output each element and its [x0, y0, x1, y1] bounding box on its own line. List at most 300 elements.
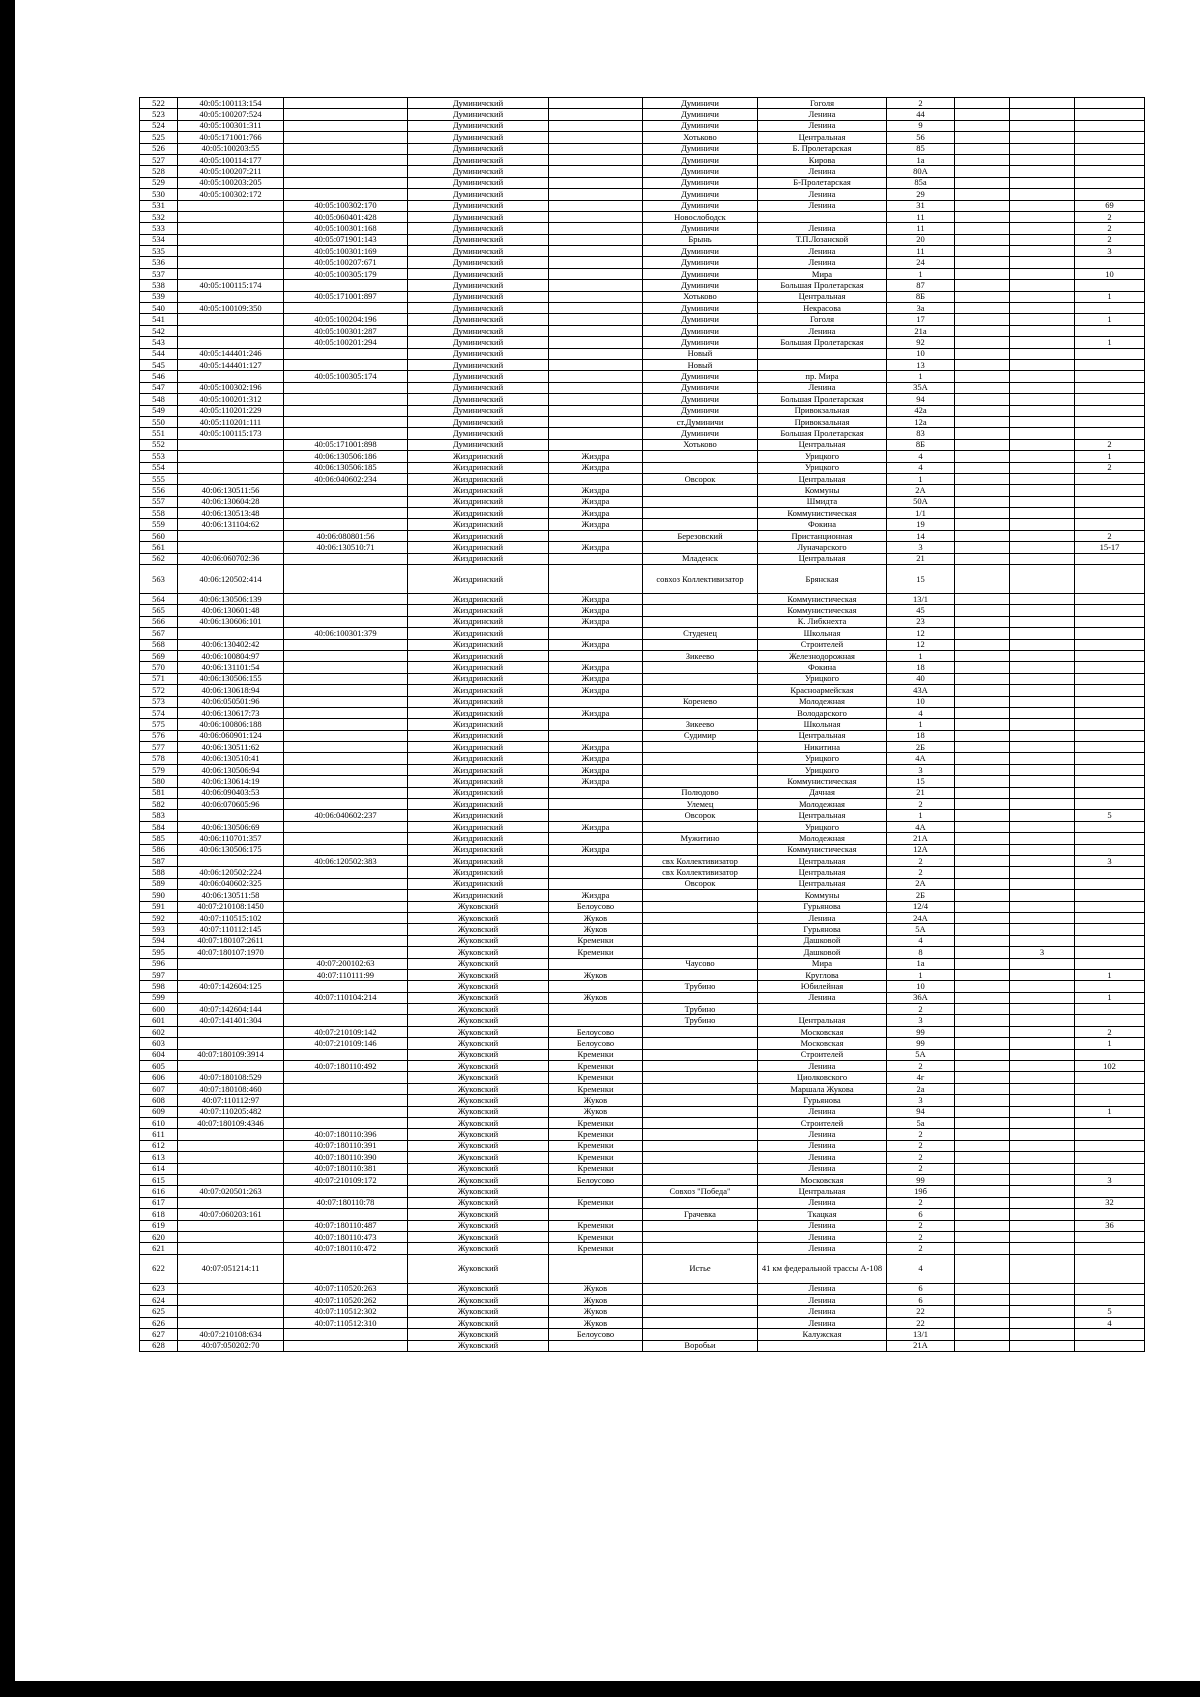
cell-col-9	[955, 189, 1010, 200]
cell-district: Жуковский	[408, 1129, 549, 1140]
cell-street: Ленина	[758, 109, 887, 120]
cell-col-11	[1075, 1243, 1145, 1254]
cell-house-number: 2	[887, 1231, 955, 1242]
cell-house-number: 12/4	[887, 901, 955, 912]
cell-house-number: 99	[887, 1038, 955, 1049]
table-row	[140, 1152, 1145, 1163]
cell-house-number: 1	[887, 371, 955, 382]
cell-town	[549, 958, 643, 969]
cell-town	[549, 337, 643, 348]
cell-town: Жуков	[549, 1106, 643, 1117]
table-row	[140, 958, 1145, 969]
cell-house-number: 3	[887, 1015, 955, 1026]
cell-street: Ленина	[758, 1061, 887, 1072]
cell-row-number: 525	[140, 132, 178, 143]
cell-district: Жиздринский	[408, 890, 549, 901]
cell-row-number: 570	[140, 662, 178, 673]
cell-town: Кременки	[549, 1152, 643, 1163]
cell-town: Жиздра	[549, 890, 643, 901]
table-row	[140, 223, 1145, 234]
cell-cadastral-number-land: 40:06:130506:69	[178, 821, 284, 832]
cell-settlement: Истье	[643, 1254, 758, 1283]
cell-cadastral-number-land: 40:06:120502:414	[178, 565, 284, 594]
cell-row-number: 618	[140, 1209, 178, 1220]
cell-col-11	[1075, 189, 1145, 200]
table-row	[140, 337, 1145, 348]
cell-house-number: 8Б	[887, 291, 955, 302]
cell-district: Жуковский	[408, 947, 549, 958]
cell-col-10	[1010, 685, 1075, 696]
cell-street: Мира	[758, 268, 887, 279]
cell-cadastral-number-building	[284, 382, 408, 393]
cell-town: Жуков	[549, 1095, 643, 1106]
cell-cadastral-number-land	[178, 1129, 284, 1140]
table-row	[140, 742, 1145, 753]
cell-row-number: 527	[140, 154, 178, 165]
cell-cadastral-number-land: 40:05:100207:524	[178, 109, 284, 120]
cell-street: Коммунистическая	[758, 844, 887, 855]
cell-house-number: 1/1	[887, 508, 955, 519]
cell-col-10: 3	[1010, 947, 1075, 958]
cell-col-11	[1075, 177, 1145, 188]
cell-col-11	[1075, 821, 1145, 832]
cell-cadastral-number-building	[284, 303, 408, 314]
cell-col-9	[955, 1220, 1010, 1231]
cell-row-number: 580	[140, 776, 178, 787]
cell-district: Думиничский	[408, 405, 549, 416]
cell-col-11	[1075, 98, 1145, 109]
table-row	[140, 1329, 1145, 1340]
cell-street: Урицкого	[758, 821, 887, 832]
cell-street: Ленина	[758, 1243, 887, 1254]
cell-col-10	[1010, 1049, 1075, 1060]
cell-town	[549, 177, 643, 188]
table-row	[140, 1283, 1145, 1294]
cell-street: Центральная	[758, 878, 887, 889]
cell-cadastral-number-building	[284, 1083, 408, 1094]
cell-street: Большая Пролетарская	[758, 394, 887, 405]
cell-town	[549, 650, 643, 661]
cell-col-10	[1010, 594, 1075, 605]
cell-district: Думиничский	[408, 337, 549, 348]
cell-cadastral-number-land	[178, 1283, 284, 1294]
cell-cadastral-number-land: 40:05:100113:154	[178, 98, 284, 109]
cell-cadastral-number-land	[178, 337, 284, 348]
cell-cadastral-number-building: 40:05:071901:143	[284, 234, 408, 245]
cell-col-10	[1010, 268, 1075, 279]
cell-col-9	[955, 764, 1010, 775]
cell-cadastral-number-land: 40:07:142604:125	[178, 981, 284, 992]
table-row	[140, 616, 1145, 627]
cell-row-number: 534	[140, 234, 178, 245]
cell-cadastral-number-land	[178, 451, 284, 462]
cell-district: Думиничский	[408, 371, 549, 382]
cell-col-10	[1010, 696, 1075, 707]
cell-district: Жуковский	[408, 901, 549, 912]
cell-col-10	[1010, 1186, 1075, 1197]
cell-district: Жуковский	[408, 1283, 549, 1294]
cell-cadastral-number-land: 40:07:060203:161	[178, 1209, 284, 1220]
cell-col-9	[955, 719, 1010, 730]
cell-town	[549, 200, 643, 211]
cell-district: Думиничский	[408, 98, 549, 109]
cell-settlement: свх Коллективизатор	[643, 867, 758, 878]
cell-col-10	[1010, 924, 1075, 935]
cell-settlement	[643, 1163, 758, 1174]
cell-district: Жиздринский	[408, 553, 549, 564]
table-row	[140, 428, 1145, 439]
table-row	[140, 856, 1145, 867]
cell-cadastral-number-building	[284, 844, 408, 855]
cell-row-number: 627	[140, 1329, 178, 1340]
cell-cadastral-number-building: 40:07:110512:302	[284, 1306, 408, 1317]
cell-col-10	[1010, 451, 1075, 462]
table-row	[140, 594, 1145, 605]
cell-settlement: Думиничи	[643, 371, 758, 382]
cell-cadastral-number-land: 40:05:100203:55	[178, 143, 284, 154]
cell-town: Жуков	[549, 924, 643, 935]
cell-col-9	[955, 924, 1010, 935]
cell-cadastral-number-land: 40:07:180107:2611	[178, 935, 284, 946]
cell-col-10	[1010, 303, 1075, 314]
cell-row-number: 585	[140, 833, 178, 844]
cell-col-9	[955, 1026, 1010, 1037]
cell-house-number: 8	[887, 947, 955, 958]
cell-col-9	[955, 1117, 1010, 1128]
cell-cadastral-number-land	[178, 1243, 284, 1254]
cell-district: Жуковский	[408, 1026, 549, 1037]
cell-cadastral-number-land: 40:06:100806:188	[178, 719, 284, 730]
cell-col-9	[955, 1049, 1010, 1060]
cell-col-10	[1010, 662, 1075, 673]
cell-col-9	[955, 1295, 1010, 1306]
cell-house-number: 85	[887, 143, 955, 154]
cell-house-number: 22	[887, 1306, 955, 1317]
cell-house-number: 2	[887, 1129, 955, 1140]
cell-town: Кременки	[549, 935, 643, 946]
cell-row-number: 612	[140, 1140, 178, 1151]
cell-col-10	[1010, 992, 1075, 1003]
cell-col-11	[1075, 109, 1145, 120]
cell-cadastral-number-land	[178, 439, 284, 450]
cell-house-number: 40	[887, 673, 955, 684]
cell-col-9	[955, 1072, 1010, 1083]
cell-street: Некрасова	[758, 303, 887, 314]
cell-street: Гурьянова	[758, 901, 887, 912]
cell-street: Ленина	[758, 1106, 887, 1117]
table-row	[140, 1117, 1145, 1128]
cell-col-11	[1075, 1283, 1145, 1294]
cell-cadastral-number-land: 40:07:020501:263	[178, 1186, 284, 1197]
cell-cadastral-number-building	[284, 981, 408, 992]
cell-col-9	[955, 337, 1010, 348]
cell-col-9	[955, 1283, 1010, 1294]
cell-town	[549, 154, 643, 165]
cell-town	[549, 1209, 643, 1220]
cell-col-11	[1075, 935, 1145, 946]
cell-cadastral-number-building	[284, 166, 408, 177]
cell-cadastral-number-land: 40:06:130618:94	[178, 685, 284, 696]
cell-settlement: Думиничи	[643, 280, 758, 291]
cell-house-number: 4	[887, 707, 955, 718]
cell-col-10	[1010, 177, 1075, 188]
cell-settlement: Чаусово	[643, 958, 758, 969]
table-row	[140, 143, 1145, 154]
cell-cadastral-number-building	[284, 98, 408, 109]
cell-col-11	[1075, 1340, 1145, 1351]
cell-settlement	[643, 485, 758, 496]
cell-row-number: 626	[140, 1317, 178, 1328]
cell-col-9	[955, 246, 1010, 257]
cell-row-number: 591	[140, 901, 178, 912]
table-row	[140, 1072, 1145, 1083]
cell-town: Кременки	[549, 1163, 643, 1174]
cell-cadastral-number-building	[284, 1186, 408, 1197]
cell-cadastral-number-land: 40:06:130510:41	[178, 753, 284, 764]
cell-cadastral-number-building	[284, 1254, 408, 1283]
cell-col-10	[1010, 348, 1075, 359]
cell-col-10	[1010, 359, 1075, 370]
cell-town: Кременки	[549, 1049, 643, 1060]
cell-district: Думиничский	[408, 348, 549, 359]
cell-col-9	[955, 1129, 1010, 1140]
cell-col-10	[1010, 382, 1075, 393]
cell-street: Большая Пролетарская	[758, 428, 887, 439]
cell-house-number: 21А	[887, 1340, 955, 1351]
cell-settlement: Трубино	[643, 1015, 758, 1026]
table-row	[140, 867, 1145, 878]
cell-house-number: 2Б	[887, 742, 955, 753]
cell-row-number: 590	[140, 890, 178, 901]
cell-col-10	[1010, 628, 1075, 639]
cell-settlement	[643, 924, 758, 935]
cell-col-11: 15-17	[1075, 542, 1145, 553]
cell-col-11	[1075, 303, 1145, 314]
table-row	[140, 628, 1145, 639]
cell-col-11	[1075, 485, 1145, 496]
cell-street: Калужская	[758, 1329, 887, 1340]
cell-house-number: 10	[887, 696, 955, 707]
cell-cadastral-number-land: 40:05:100115:174	[178, 280, 284, 291]
cell-settlement	[643, 1220, 758, 1231]
cell-house-number: 56	[887, 132, 955, 143]
cell-street: Центральная	[758, 132, 887, 143]
cell-district: Думиничский	[408, 257, 549, 268]
table-row	[140, 1004, 1145, 1015]
cell-col-11	[1075, 890, 1145, 901]
cell-district: Жиздринский	[408, 650, 549, 661]
cell-settlement: Думиничи	[643, 98, 758, 109]
cell-settlement: Думиничи	[643, 200, 758, 211]
cell-street: Ленина	[758, 1231, 887, 1242]
cell-col-10	[1010, 223, 1075, 234]
cell-house-number: 4	[887, 451, 955, 462]
cell-town	[549, 1340, 643, 1351]
cell-col-9	[955, 348, 1010, 359]
cell-col-9	[955, 223, 1010, 234]
cell-col-11	[1075, 1152, 1145, 1163]
table-row	[140, 542, 1145, 553]
cell-cadastral-number-building	[284, 764, 408, 775]
cell-street: Центральная	[758, 1015, 887, 1026]
cell-house-number: 11	[887, 246, 955, 257]
cell-cadastral-number-building	[284, 673, 408, 684]
cell-cadastral-number-land: 40:06:100804:97	[178, 650, 284, 661]
cell-col-11	[1075, 628, 1145, 639]
cell-row-number: 611	[140, 1129, 178, 1140]
cell-street: Центральная	[758, 810, 887, 821]
cell-house-number: 12а	[887, 416, 955, 427]
cell-town: Жиздра	[549, 673, 643, 684]
cell-house-number: 83	[887, 428, 955, 439]
cell-street: Коммунистическая	[758, 594, 887, 605]
cell-district: Жуковский	[408, 1163, 549, 1174]
cell-col-11	[1075, 280, 1145, 291]
cell-settlement	[643, 935, 758, 946]
cell-house-number: 18	[887, 662, 955, 673]
cell-town: Белоусово	[549, 1026, 643, 1037]
cell-cadastral-number-land	[178, 969, 284, 980]
cell-town	[549, 359, 643, 370]
cell-town	[549, 211, 643, 222]
cell-house-number: 6	[887, 1295, 955, 1306]
cell-house-number: 94	[887, 394, 955, 405]
cell-street: 41 км федеральной трассы А-108	[758, 1254, 887, 1283]
cell-town	[549, 371, 643, 382]
cell-cadastral-number-building	[284, 685, 408, 696]
cell-col-10	[1010, 1220, 1075, 1231]
cell-district: Жиздринский	[408, 799, 549, 810]
cell-town: Кременки	[549, 1140, 643, 1151]
table-row	[140, 246, 1145, 257]
cell-col-11	[1075, 382, 1145, 393]
cell-settlement: совхоз Коллективизатор	[643, 565, 758, 594]
table-row	[140, 924, 1145, 935]
cell-house-number: 5а	[887, 1117, 955, 1128]
cell-settlement	[643, 685, 758, 696]
cell-town	[549, 132, 643, 143]
cell-col-9	[955, 935, 1010, 946]
cell-col-10	[1010, 605, 1075, 616]
cell-col-9	[955, 1083, 1010, 1094]
cell-col-10	[1010, 1163, 1075, 1174]
cell-col-10	[1010, 439, 1075, 450]
cell-street: Гоголя	[758, 98, 887, 109]
cell-cadastral-number-building: 40:07:110520:263	[284, 1283, 408, 1294]
cell-col-11	[1075, 1186, 1145, 1197]
cell-cadastral-number-land	[178, 530, 284, 541]
table-row	[140, 878, 1145, 889]
cell-row-number: 603	[140, 1038, 178, 1049]
cell-street: Коммуны	[758, 890, 887, 901]
cell-town: Жиздра	[549, 685, 643, 696]
cell-cadastral-number-land: 40:06:120502:224	[178, 867, 284, 878]
cell-house-number: 18	[887, 730, 955, 741]
cell-district: Думиничский	[408, 416, 549, 427]
cell-town: Жиздра	[549, 594, 643, 605]
cell-town: Жиздра	[549, 451, 643, 462]
cell-cadastral-number-building	[284, 1004, 408, 1015]
cell-settlement: Думиничи	[643, 109, 758, 120]
cell-town	[549, 473, 643, 484]
cell-street: Циолковского	[758, 1072, 887, 1083]
cell-settlement: Думиничи	[643, 257, 758, 268]
cell-district: Жуковский	[408, 1072, 549, 1083]
cell-street: Гоголя	[758, 314, 887, 325]
cell-col-10	[1010, 211, 1075, 222]
cell-col-11: 2	[1075, 439, 1145, 450]
cell-cadastral-number-land: 40:06:130601:48	[178, 605, 284, 616]
cell-street: Урицкого	[758, 753, 887, 764]
cell-settlement	[643, 673, 758, 684]
cell-col-11	[1075, 673, 1145, 684]
table-row	[140, 314, 1145, 325]
cell-col-9	[955, 1095, 1010, 1106]
cell-cadastral-number-land	[178, 1061, 284, 1072]
cell-col-10	[1010, 1254, 1075, 1283]
cell-street: Ленина	[758, 992, 887, 1003]
cell-row-number: 607	[140, 1083, 178, 1094]
cell-col-9	[955, 268, 1010, 279]
cell-district: Жиздринский	[408, 821, 549, 832]
cell-cadastral-number-building: 40:07:180110:472	[284, 1243, 408, 1254]
cell-house-number: 2	[887, 867, 955, 878]
cell-cadastral-number-land: 40:06:130617:73	[178, 707, 284, 718]
cell-cadastral-number-land: 40:07:141401:304	[178, 1015, 284, 1026]
cell-row-number: 575	[140, 719, 178, 730]
cell-town: Жиздра	[549, 821, 643, 832]
cell-settlement	[643, 594, 758, 605]
table-row	[140, 109, 1145, 120]
cell-cadastral-number-building	[284, 662, 408, 673]
cell-row-number: 550	[140, 416, 178, 427]
cell-col-10	[1010, 878, 1075, 889]
registry-table-body	[140, 98, 1145, 1352]
cell-cadastral-number-building: 40:05:100201:294	[284, 337, 408, 348]
cell-district: Жуковский	[408, 1329, 549, 1340]
cell-row-number: 600	[140, 1004, 178, 1015]
cell-col-11	[1075, 776, 1145, 787]
table-row	[140, 394, 1145, 405]
cell-street: Пристанционная	[758, 530, 887, 541]
cell-cadastral-number-building: 40:05:171001:897	[284, 291, 408, 302]
table-row	[140, 844, 1145, 855]
cell-district: Думиничский	[408, 223, 549, 234]
cell-col-10	[1010, 1174, 1075, 1185]
cell-col-10	[1010, 981, 1075, 992]
cell-cadastral-number-building: 40:05:100204:196	[284, 314, 408, 325]
cell-row-number: 623	[140, 1283, 178, 1294]
cell-row-number: 588	[140, 867, 178, 878]
cell-col-11: 1	[1075, 314, 1145, 325]
cell-cadastral-number-land: 40:07:210108:634	[178, 1329, 284, 1340]
cell-cadastral-number-land: 40:07:110205:482	[178, 1106, 284, 1117]
cell-street: Московская	[758, 1038, 887, 1049]
cell-col-11	[1075, 787, 1145, 798]
cell-row-number: 569	[140, 650, 178, 661]
cell-settlement: Полюдово	[643, 787, 758, 798]
cell-col-9	[955, 143, 1010, 154]
cell-cadastral-number-land: 40:05:100115:173	[178, 428, 284, 439]
cell-col-10	[1010, 405, 1075, 416]
cell-col-9	[955, 673, 1010, 684]
cell-col-9	[955, 947, 1010, 958]
cell-district: Жиздринский	[408, 730, 549, 741]
cell-cadastral-number-building	[284, 901, 408, 912]
cell-street: Молодежная	[758, 696, 887, 707]
cell-town: Жиздра	[549, 639, 643, 650]
cell-col-10	[1010, 969, 1075, 980]
